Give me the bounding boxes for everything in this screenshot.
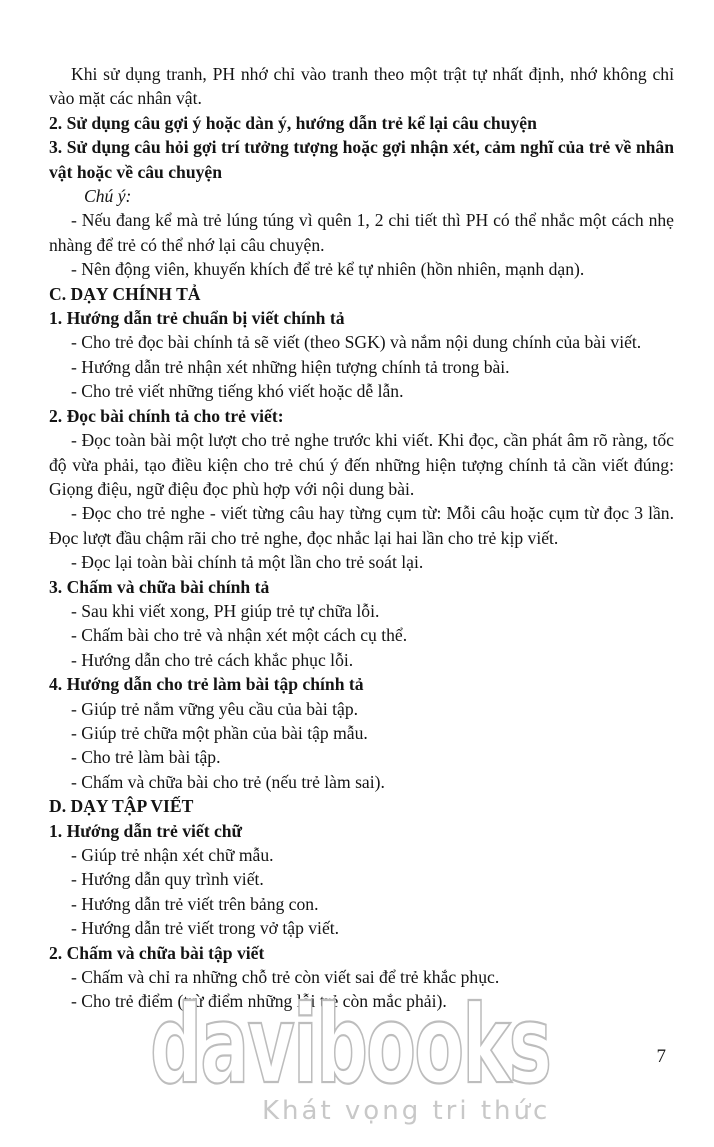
page-number: 7: [656, 1046, 666, 1067]
intro-paragraph: Khi sử dụng tranh, PH nhớ chỉ vào tranh theo một trật tự nhất định, nhớ không chỉ vào mặt các nhân vật.: [49, 64, 674, 109]
list-item: - Đọc toàn bài một lượt cho trẻ nghe trước khi viết. Khi đọc, cần phát âm rõ ràng, tốc độ vừa phải, tạo điều kiện cho trẻ chú ý đến những hiện tượng chính tả cần viết đúng: Giọng điệu, ngữ điệu đọc phù hợp với nội dung bài.: [49, 430, 674, 499]
note-item: - Nên động viên, khuyến khích để trẻ kể tự nhiên (hồn nhiên, mạnh dạn).: [71, 259, 585, 280]
list-item: - Đọc cho trẻ nghe - viết từng câu hay từng cụm từ: Mỗi câu hoặc cụm từ đọc 3 lần. Đọc lượt đầu chậm rãi cho trẻ nghe, đọc nhắc lại hai lần cho trẻ kịp viết.: [49, 503, 674, 548]
list-item: - Đọc lại toàn bài chính tả một lần cho trẻ soát lại.: [71, 552, 424, 573]
list-item: - Hướng dẫn trẻ viết trên bảng con.: [71, 893, 319, 914]
section-c-title: C. DẠY CHÍNH TẢ: [49, 283, 201, 304]
list-item: - Cho trẻ làm bài tập.: [71, 747, 221, 768]
list-item: - Hướng dẫn quy trình viết.: [71, 869, 264, 890]
list-item: - Hướng dẫn trẻ viết trong vở tập viết.: [71, 918, 340, 939]
list-item: - Cho trẻ điểm (trừ điểm những lỗi trẻ còn mắc phải).: [71, 991, 447, 1012]
list-item: - Hướng dẫn cho trẻ cách khắc phục lỗi.: [71, 649, 354, 670]
watermark-tagline: Khát vọng tri thức: [262, 1096, 551, 1126]
list-item: - Giúp trẻ nhận xét chữ mẫu.: [71, 845, 274, 865]
list-item: - Chấm bài cho trẻ và nhận xét một cách cụ thể.: [71, 625, 408, 646]
list-item: - Cho trẻ đọc bài chính tả sẽ viết (theo SGK) và nắm nội dung chính của bài viết.: [71, 332, 642, 353]
list-item: - Cho trẻ viết những tiếng khó viết hoặc dễ lẫn.: [71, 381, 404, 402]
section-c-sub2-title: 2. Đọc bài chính tả cho trẻ viết:: [49, 405, 284, 426]
watermark-logo-text: davibooks: [150, 990, 550, 1100]
note-label: Chú ý:: [84, 186, 132, 207]
section-d-sub1-title: 1. Hướng dẫn trẻ viết chữ: [49, 820, 243, 841]
section-c-sub4-title: 4. Hướng dẫn cho trẻ làm bài tập chính tả: [49, 674, 364, 695]
list-item: - Chấm và chỉ ra những chỗ trẻ còn viết sai để trẻ khắc phục.: [71, 967, 500, 988]
heading-2: 2. Sử dụng câu gợi ý hoặc dàn ý, hướng dẫn trẻ kể lại câu chuyện: [49, 112, 537, 133]
section-d-title: D. DẠY TẬP VIẾT: [49, 796, 194, 817]
list-item: - Giúp trẻ nắm vững yêu cầu của bài tập.: [71, 698, 359, 719]
heading-3: 3. Sử dụng câu hỏi gợi trí tưởng tượng hoặc gợi nhận xét, cảm nghĩ của trẻ về nhân vật hoặc về câu chuyện: [49, 137, 674, 182]
section-c-sub3-title: 3. Chấm và chữa bài chính tả: [49, 576, 270, 597]
note-item: - Nếu đang kể mà trẻ lúng túng vì quên 1, 2 chi tiết thì PH có thể nhắc một cách nhẹ nhàng để trẻ có thể nhớ lại câu chuyện.: [49, 210, 674, 255]
list-item: - Chấm và chữa bài cho trẻ (nếu trẻ làm sai).: [71, 771, 385, 792]
list-item: - Hướng dẫn trẻ nhận xét những hiện tượng chính tả trong bài.: [71, 356, 510, 377]
list-item: - Giúp trẻ chữa một phần của bài tập mẫu.: [71, 722, 368, 743]
section-d-sub2-title: 2. Chấm và chữa bài tập viết: [49, 942, 265, 963]
list-item: - Sau khi viết xong, PH giúp trẻ tự chữa lỗi.: [71, 600, 380, 621]
page-body: [49, 62, 674, 1014]
section-c-sub1-title: 1. Hướng dẫn trẻ chuẩn bị viết chính tả: [49, 308, 345, 329]
